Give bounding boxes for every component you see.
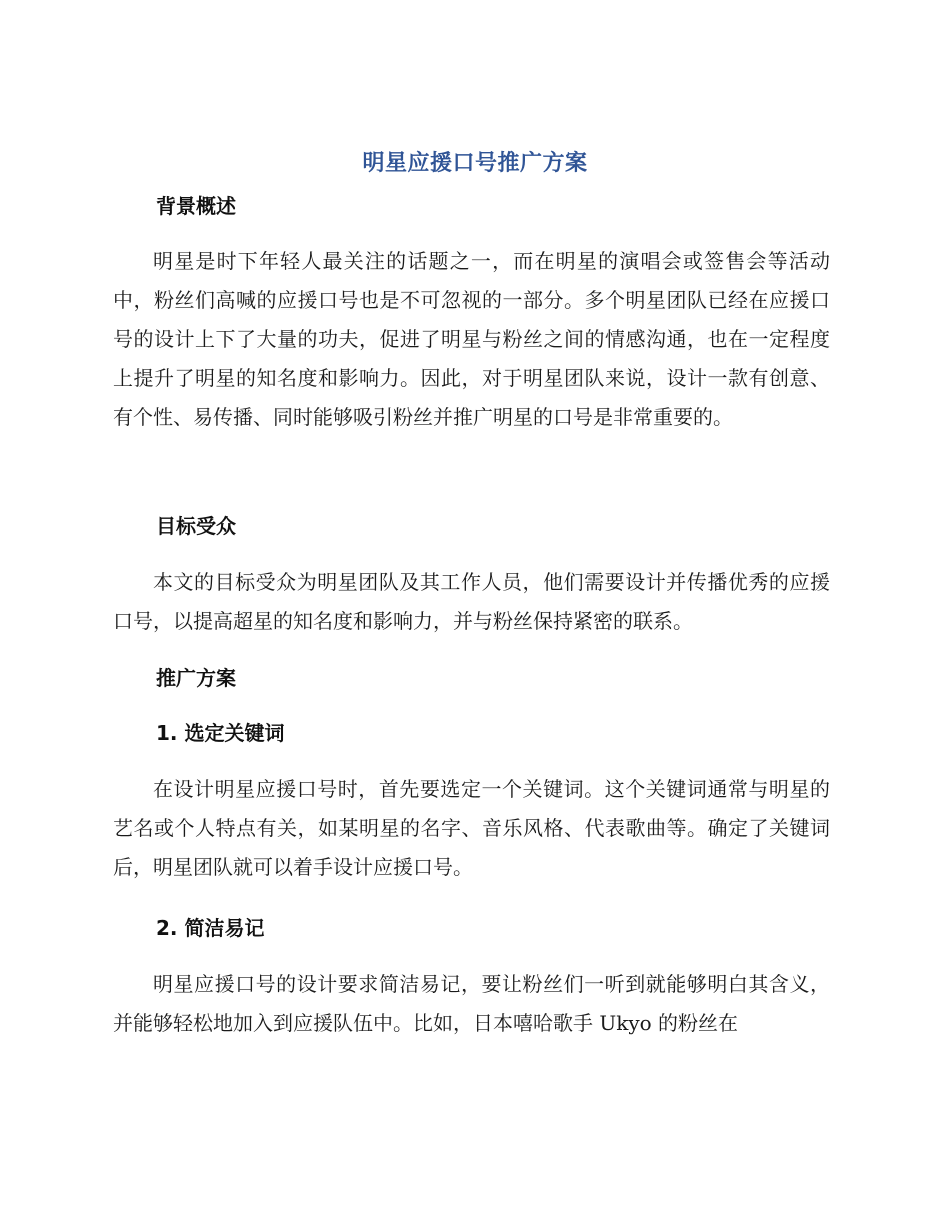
paragraph-audience: 本文的目标受众为明星团队及其工作人员，他们需要设计并传播优秀的应援口号，以提高超星的知名度和影响力，并与粉丝保持紧密的联系。 — [113, 570, 830, 633]
heading-keyword: 1. 选定关键词 — [156, 721, 285, 745]
heading-simple: 2. 简洁易记 — [156, 916, 265, 940]
heading-audience: 目标受众 — [156, 514, 236, 538]
paragraph-background: 明星是时下年轻人最关注的话题之一，而在明星的演唱会或签售会等活动中，粉丝们高喊的应援口号也是不可忽视的一部分。多个明星团队已经在应援口号的设计上下了大量的功夫，促进了明星与粉丝之间的情感沟通，也在一定程度上提升了明星的知名度和影响力。因此，对于明星团队来说，设计一款有创意、有个性、易传播、同时能够吸引粉丝并推广明星的口号是非常重要的。 — [113, 249, 830, 429]
heading-background: 背景概述 — [156, 194, 236, 218]
paragraph-keyword: 在设计明星应援口号时，首先要选定一个关键词。这个关键词通常与明星的艺名或个人特点有关，如某明星的名字、音乐风格、代表歌曲等。确定了关键词后，明星团队就可以着手设计应援口号。 — [113, 777, 830, 879]
document-title: 明星应援口号推广方案 — [362, 151, 588, 176]
heading-plan: 推广方案 — [156, 666, 236, 690]
paragraph-simple: 明星应援口号的设计要求简洁易记，要让粉丝们一听到就能够明白其含义，并能够轻松地加入到应援队伍中。比如，日本嘻哈歌手 Ukyo 的粉丝在 — [113, 972, 830, 1035]
